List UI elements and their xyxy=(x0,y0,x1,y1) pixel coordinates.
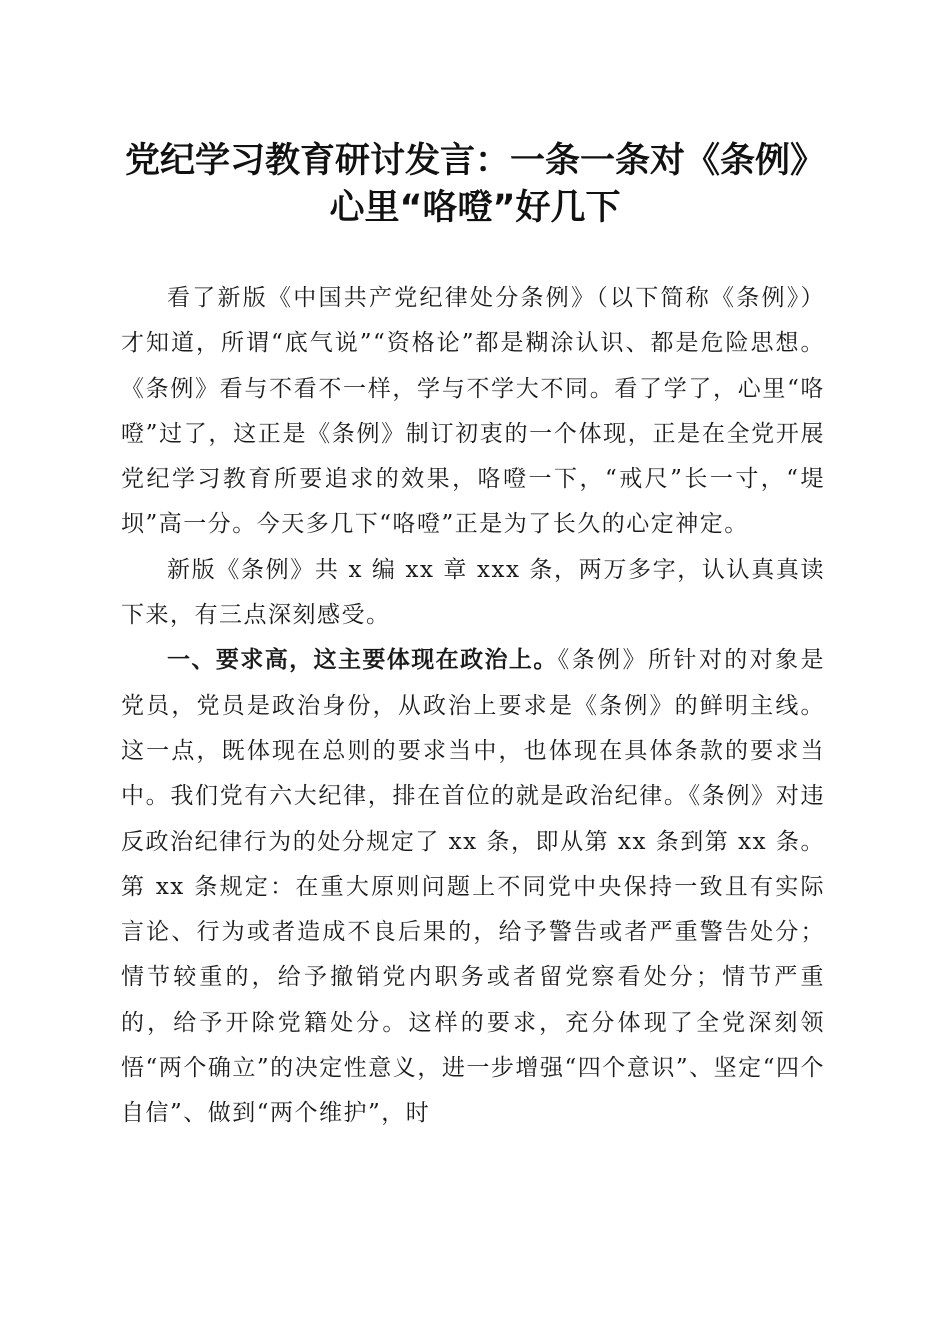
title-line-1: 党纪学习教育研讨发言：一条一条对《条例》 xyxy=(124,141,825,181)
section-1-text: 《条例》所针对的对象是党员，党员是政治身份，从政治上要求是《条例》的鲜明主线。这一点，既体现在总则的要求当中，也体现在具体条款的要求当中。我们党有六大纪律，排在首位的就是政治纪律。《条例》对违反政治纪律行为的处分规定了 xx 条，即从第 xx 条到第 xx 条。第 xx 条规定：在重大原则问题上不同党中央保持一致且有实际言论、行为或者造成不良后果的，给予警告或者严重警告处分；情节较重的，给予撤销党内职务或者留党察看处分；情节严重的，给予开除党籍处分。这样的要求，充分体现了全党深刻领悟“两个确立”的决定性意义，进一步增强“四个意识”、坚定“四个自信”、做到“两个维护”，时 xyxy=(121,647,826,1127)
paragraph-summary: 新版《条例》共 x 编 xx 章 xxx 条，两万多字，认认真真读下来，有三点深刻感受。 xyxy=(121,556,825,629)
section-1-heading: 一、要求高，这主要体现在政治上。 xyxy=(167,647,558,674)
paragraph-intro: 看了新版《中国共产党纪律处分条例》（以下简称《条例》）才知道，所谓“底气说”“资格论”都是糊涂认识、都是危险思想。《条例》看与不看不一样，学与不学大不同。看了学了，心里“咯噔”过了，这正是《条例》制订初衷的一个体现，正是在全党开展党纪学习教育所要追求的效果，咯噔一下，“戒尺”长一寸，“堤坝”高一分。今天多几下“咯噔”正是为了长久的心定神定。 xyxy=(121,285,825,538)
paragraph-section-1 xyxy=(121,638,825,1136)
document-body xyxy=(121,276,825,1137)
title-line-2: 心里“咯噔”好几下 xyxy=(329,188,621,228)
